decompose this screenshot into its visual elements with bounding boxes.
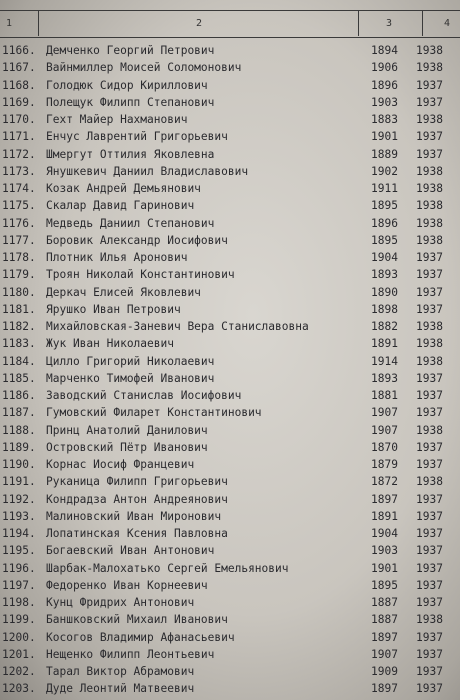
birth-year: 1883 [371, 113, 398, 126]
record-name: Михайловская-Заневич Вера Станиславовна [46, 320, 309, 333]
year-of-record: 1937 [416, 302, 443, 316]
year-of-record: 1937 [416, 596, 443, 609]
record-row [0, 663, 460, 680]
year-of-record: 1937 [416, 544, 443, 558]
birth-year: 1891 [371, 337, 398, 351]
birth-year: 1901 [371, 561, 398, 575]
record-number: 1180. [2, 285, 36, 299]
record-row [0, 508, 460, 525]
record-name: Енчус Лаврентий Григорьевич [46, 130, 228, 144]
record-name: Островский Пётр Иванович [46, 440, 208, 454]
record-number: 1194. [2, 527, 36, 540]
record-number: 1175. [2, 199, 36, 213]
record-name: Марченко Тимофей Иванович [46, 371, 215, 385]
record-row [0, 473, 460, 490]
header-divider [358, 10, 359, 36]
table-header [0, 10, 460, 38]
birth-year: 1907 [371, 647, 398, 661]
record-number: 1179. [2, 268, 36, 282]
record-name: Шмергут Оттилия Яковлевна [46, 147, 215, 161]
record-row [0, 42, 460, 59]
record-row [0, 594, 460, 611]
record-name: Боровик Александр Иосифович [46, 233, 228, 247]
birth-year: 1906 [371, 61, 398, 75]
record-row [0, 629, 460, 646]
birth-year: 1895 [371, 199, 398, 213]
record-name: Козак Андрей Демьянович [46, 182, 201, 195]
record-name: Баншковский Михаил Иванович [46, 613, 228, 627]
record-row [0, 680, 460, 697]
record-name: Нещенко Филипп Леонтьевич [46, 647, 215, 661]
record-row [0, 491, 460, 508]
record-row [0, 353, 460, 370]
birth-year: 1911 [371, 182, 398, 195]
record-row [0, 215, 460, 232]
record-name: Кунц Фридрих Антонович [46, 596, 195, 609]
record-number: 1184. [2, 354, 36, 368]
record-number: 1181. [2, 302, 36, 316]
birth-year: 1870 [371, 440, 398, 454]
record-row [0, 128, 460, 145]
birth-year: 1907 [371, 423, 398, 437]
record-number: 1192. [2, 492, 36, 506]
year-of-record: 1938 [416, 320, 443, 333]
record-row [0, 542, 460, 559]
birth-year: 1882 [371, 320, 398, 333]
birth-year: 1897 [371, 630, 398, 644]
record-row [0, 439, 460, 456]
record-name: Шарбак-Малохатько Сергей Емельянович [46, 561, 289, 575]
birth-year: 1904 [371, 251, 398, 264]
record-number: 1177. [2, 233, 36, 247]
record-name: Лопатинская Ксения Павловна [46, 527, 228, 540]
year-of-record: 1938 [416, 475, 443, 489]
record-name: Малиновский Иван Миронович [46, 509, 222, 523]
record-number: 1168. [2, 78, 36, 92]
birth-year: 1895 [371, 233, 398, 247]
year-of-record: 1937 [416, 130, 443, 144]
year-of-record: 1937 [416, 492, 443, 506]
record-row [0, 77, 460, 94]
record-name: Принц Анатолий Данилович [46, 423, 208, 437]
record-name: Деркач Елисей Яковлевич [46, 285, 201, 299]
record-row [0, 301, 460, 318]
year-of-record: 1937 [416, 371, 443, 385]
birth-year: 1901 [371, 130, 398, 144]
year-of-record: 1938 [416, 354, 443, 368]
record-number: 1174. [2, 182, 36, 195]
birth-year: 1909 [371, 665, 398, 678]
record-name: Цилло Григорий Николаевич [46, 354, 215, 368]
year-of-record: 1937 [416, 285, 443, 299]
record-name: Полещук Филипп Степанович [46, 95, 215, 109]
year-of-record: 1937 [416, 561, 443, 575]
record-number: 1172. [2, 147, 36, 161]
record-name: Заводский Станислав Иосифович [46, 389, 242, 402]
birth-year: 1902 [371, 164, 398, 178]
header-col-3: 3 [386, 18, 393, 29]
year-of-record: 1937 [416, 527, 443, 540]
record-number: 1173. [2, 164, 36, 178]
header-col-2: 2 [196, 18, 203, 29]
record-row [0, 370, 460, 387]
record-number: 1190. [2, 458, 36, 471]
record-name: Демченко Георгий Петрович [46, 44, 215, 57]
birth-year: 1904 [371, 527, 398, 540]
year-of-record: 1937 [416, 440, 443, 454]
record-row [0, 163, 460, 180]
record-number: 1191. [2, 475, 36, 489]
record-number: 1201. [2, 647, 36, 661]
year-of-record: 1938 [416, 113, 443, 126]
record-row [0, 611, 460, 628]
record-row [0, 284, 460, 301]
year-of-record: 1938 [416, 216, 443, 230]
record-name: Медведь Даниил Степанович [46, 216, 215, 230]
year-of-record: 1938 [416, 613, 443, 627]
record-number: 1202. [2, 665, 36, 678]
record-name: Янушкевич Даниил Владиславович [46, 164, 249, 178]
birth-year: 1881 [371, 389, 398, 402]
record-name: Косогов Владимир Афанасьевич [46, 630, 235, 644]
birth-year: 1879 [371, 458, 398, 471]
header-divider [422, 10, 423, 36]
record-name: Троян Николай Константинович [46, 268, 235, 282]
record-number: 1183. [2, 337, 36, 351]
year-of-record: 1938 [416, 337, 443, 351]
record-row [0, 646, 460, 663]
record-row [0, 577, 460, 594]
record-row [0, 197, 460, 214]
record-row [0, 560, 460, 577]
year-of-record: 1937 [416, 406, 443, 420]
record-number: 1186. [2, 389, 36, 402]
record-name: Гумовский Филарет Константинович [46, 406, 262, 420]
record-name: Голодюк Сидор Кириллович [46, 78, 208, 92]
record-number: 1188. [2, 423, 36, 437]
record-number: 1187. [2, 406, 36, 420]
record-number: 1199. [2, 613, 36, 627]
record-name: Богаевский Иван Антонович [46, 544, 215, 558]
record-number: 1197. [2, 578, 36, 592]
record-row [0, 146, 460, 163]
header-divider [38, 10, 39, 36]
record-row [0, 387, 460, 404]
year-of-record: 1937 [416, 78, 443, 92]
record-name: Руканица Филипп Григорьевич [46, 475, 228, 489]
header-col-4: 4 [444, 18, 451, 29]
birth-year: 1890 [371, 285, 398, 299]
year-of-record: 1938 [416, 233, 443, 247]
birth-year: 1891 [371, 509, 398, 523]
record-number: 1166. [2, 44, 36, 57]
record-number: 1193. [2, 509, 36, 523]
year-of-record: 1937 [416, 147, 443, 161]
record-row [0, 59, 460, 76]
birth-year: 1897 [371, 492, 398, 506]
record-row [0, 335, 460, 352]
year-of-record: 1937 [416, 630, 443, 644]
year-of-record: 1937 [416, 268, 443, 282]
record-number: 1203. [2, 682, 36, 696]
year-of-record: 1937 [416, 251, 443, 264]
year-of-record: 1937 [416, 458, 443, 471]
birth-year: 1903 [371, 95, 398, 109]
record-number: 1189. [2, 440, 36, 454]
record-name: Вайнмиллер Моисей Соломонович [46, 61, 242, 75]
record-row [0, 525, 460, 542]
record-row [0, 404, 460, 421]
record-row [0, 94, 460, 111]
birth-year: 1896 [371, 216, 398, 230]
record-row [0, 422, 460, 439]
record-number: 1195. [2, 544, 36, 558]
birth-year: 1907 [371, 406, 398, 420]
record-name: Корнас Иосиф Францевич [46, 458, 195, 471]
header-col-1: 1 [6, 18, 13, 29]
year-of-record: 1937 [416, 665, 443, 678]
record-name: Плотник Илья Аронович [46, 251, 188, 264]
record-name: Ярушко Иван Петрович [46, 302, 181, 316]
record-number: 1170. [2, 113, 36, 126]
record-number: 1169. [2, 95, 36, 109]
year-of-record: 1938 [416, 182, 443, 195]
birth-year: 1894 [371, 44, 398, 57]
birth-year: 1896 [371, 78, 398, 92]
birth-year: 1872 [371, 475, 398, 489]
birth-year: 1887 [371, 613, 398, 627]
year-of-record: 1937 [416, 682, 443, 696]
record-number: 1178. [2, 251, 36, 264]
record-row [0, 456, 460, 473]
record-name: Гехт Майер Нахманович [46, 113, 188, 126]
birth-year: 1897 [371, 682, 398, 696]
record-number: 1200. [2, 630, 36, 644]
record-number: 1167. [2, 61, 36, 75]
year-of-record: 1938 [416, 44, 443, 57]
record-name: Скалар Давид Гаринович [46, 199, 195, 213]
year-of-record: 1938 [416, 164, 443, 178]
record-number: 1176. [2, 216, 36, 230]
record-row [0, 318, 460, 335]
year-of-record: 1937 [416, 578, 443, 592]
record-name: Кондрадза Антон Андреянович [46, 492, 228, 506]
record-row [0, 111, 460, 128]
record-number: 1171. [2, 130, 36, 144]
record-row [0, 232, 460, 249]
year-of-record: 1938 [416, 61, 443, 75]
record-row [0, 180, 460, 197]
record-name: Федоренко Иван Корнеевич [46, 578, 208, 592]
birth-year: 1893 [371, 371, 398, 385]
birth-year: 1895 [371, 578, 398, 592]
birth-year: 1898 [371, 302, 398, 316]
record-row [0, 249, 460, 266]
record-list [0, 42, 460, 698]
record-number: 1198. [2, 596, 36, 609]
record-name: Жук Иван Николаевич [46, 337, 174, 351]
birth-year: 1903 [371, 544, 398, 558]
record-number: 1196. [2, 561, 36, 575]
birth-year: 1887 [371, 596, 398, 609]
year-of-record: 1937 [416, 509, 443, 523]
year-of-record: 1937 [416, 647, 443, 661]
record-name: Дуде Леонтий Матвеевич [46, 682, 195, 696]
year-of-record: 1937 [416, 389, 443, 402]
year-of-record: 1938 [416, 199, 443, 213]
year-of-record: 1937 [416, 95, 443, 109]
birth-year: 1893 [371, 268, 398, 282]
record-row [0, 266, 460, 283]
birth-year: 1889 [371, 147, 398, 161]
year-of-record: 1938 [416, 423, 443, 437]
record-name: Тарал Виктор Абрамович [46, 665, 195, 678]
record-number: 1182. [2, 320, 36, 333]
birth-year: 1914 [371, 354, 398, 368]
record-number: 1185. [2, 371, 36, 385]
